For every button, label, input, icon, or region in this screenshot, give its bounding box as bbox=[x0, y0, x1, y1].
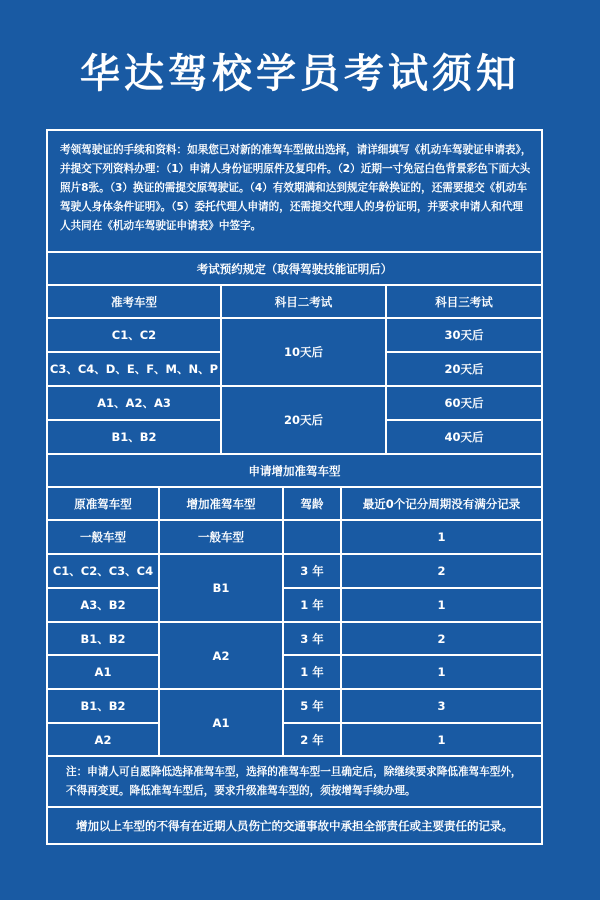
s2-general-add: 一般车型 bbox=[198, 530, 244, 544]
s1-row-type: B1、B2 bbox=[111, 430, 157, 444]
note-paragraph: 注：申请人可自愿降低选择准驾车型，选择的准驾车型一旦确定后，除继续要求降低准驾车型外，不得再变更。降低准驾车型后，要求升级准驾车型的，须按增驾手续办理。 bbox=[66, 766, 522, 797]
footer-note: 增加以上车型的不得有在近期人员伤亡的交通事故中承担全部责任或主要责任的记录。 bbox=[76, 818, 513, 833]
s2-row-orig: A3、B2 bbox=[80, 598, 126, 612]
s2-row-age: 3 年 bbox=[300, 564, 324, 578]
s1-header-k3: 科目三考试 bbox=[435, 294, 493, 309]
s2-row-age: 2 年 bbox=[300, 732, 324, 747]
page-title: 华达驾校学员考试须知 bbox=[80, 51, 520, 97]
s1-row-k3: 40天后 bbox=[444, 430, 484, 444]
s2-heading: 申请增加准驾车型 bbox=[248, 463, 341, 478]
s2-header-orig: 原准驾车型 bbox=[74, 496, 132, 511]
s2-row-orig: B1、B2 bbox=[80, 699, 126, 713]
s1-k2-group: 20天后 bbox=[283, 413, 323, 427]
s1-row-k3: 60天后 bbox=[444, 396, 484, 410]
s2-row-count: 1 bbox=[437, 598, 446, 612]
s2-row-age: 5 年 bbox=[300, 699, 324, 713]
s2-row-count: 2 bbox=[437, 631, 446, 646]
s2-add-group: A2 bbox=[212, 648, 230, 663]
s2-row-count: 2 bbox=[437, 564, 446, 578]
s2-header-age: 驾龄 bbox=[300, 496, 324, 511]
rule-s2-bottom bbox=[48, 755, 541, 757]
s2-general-count: 1 bbox=[437, 530, 446, 544]
s1-row-k3: 30天后 bbox=[444, 328, 484, 342]
s2-add-group: B1 bbox=[212, 581, 230, 595]
s2-row-orig: A1 bbox=[94, 665, 112, 679]
s2-row-count: 1 bbox=[437, 665, 446, 679]
s1-row-type: C3、C4、D、E、F、M、N、P bbox=[49, 362, 219, 376]
s2-row-age: 3 年 bbox=[300, 631, 324, 646]
intro-paragraph: 考领驾驶证的手续和资料：如果您已对新的准驾车型做出选择，请详细填写《机动车驾驶证申请表》，并提交下列资料办理：（1）申请人身份证明原件及复印件。（2）近期一寸免冠白色背景彩色下面大头照片8张。（3）换证的需提交原驾驶证。（4）有效期满和达到规定年龄换证的，还需要提交《机动车驾驶人身体条件证明》。（5）委托代理人申请的，还需提交代理人的身份证明，并要求申请人和代理人共同在《机动车驾驶证申请表》中签字。 bbox=[60, 144, 532, 232]
s1-heading: 考试预约规定（取得驾驶技能证明后） bbox=[196, 261, 393, 276]
s2-row-orig: B1、B2 bbox=[80, 631, 126, 646]
s2-row-orig: C1、C2、C3、C4 bbox=[52, 564, 154, 578]
s2-row-orig: A2 bbox=[94, 732, 112, 747]
s2-row-age: 1 年 bbox=[300, 665, 324, 679]
s2-header-add: 增加准驾车型 bbox=[186, 496, 256, 511]
s2-general-age bbox=[284, 521, 340, 553]
s1-header-k2: 科目二考试 bbox=[274, 294, 333, 309]
s1-row-k3: 20天后 bbox=[444, 362, 484, 376]
s1-row-type: A1、A2、A3 bbox=[97, 396, 171, 410]
s2-header-count: 最近0个记分周期没有满分记录 bbox=[362, 496, 521, 511]
s2-row-count: 3 bbox=[437, 699, 446, 713]
s1-header-type: 准考车型 bbox=[111, 294, 157, 309]
s2-general-orig: 一般车型 bbox=[80, 530, 126, 544]
s2-row-count: 1 bbox=[437, 732, 446, 747]
s2-row-age: 1 年 bbox=[300, 598, 324, 612]
s1-k2-group: 10天后 bbox=[283, 345, 323, 359]
s2-add-group: A1 bbox=[212, 715, 230, 730]
s1-row-type: C1、C2 bbox=[111, 328, 157, 342]
notice-table bbox=[46, 129, 543, 845]
